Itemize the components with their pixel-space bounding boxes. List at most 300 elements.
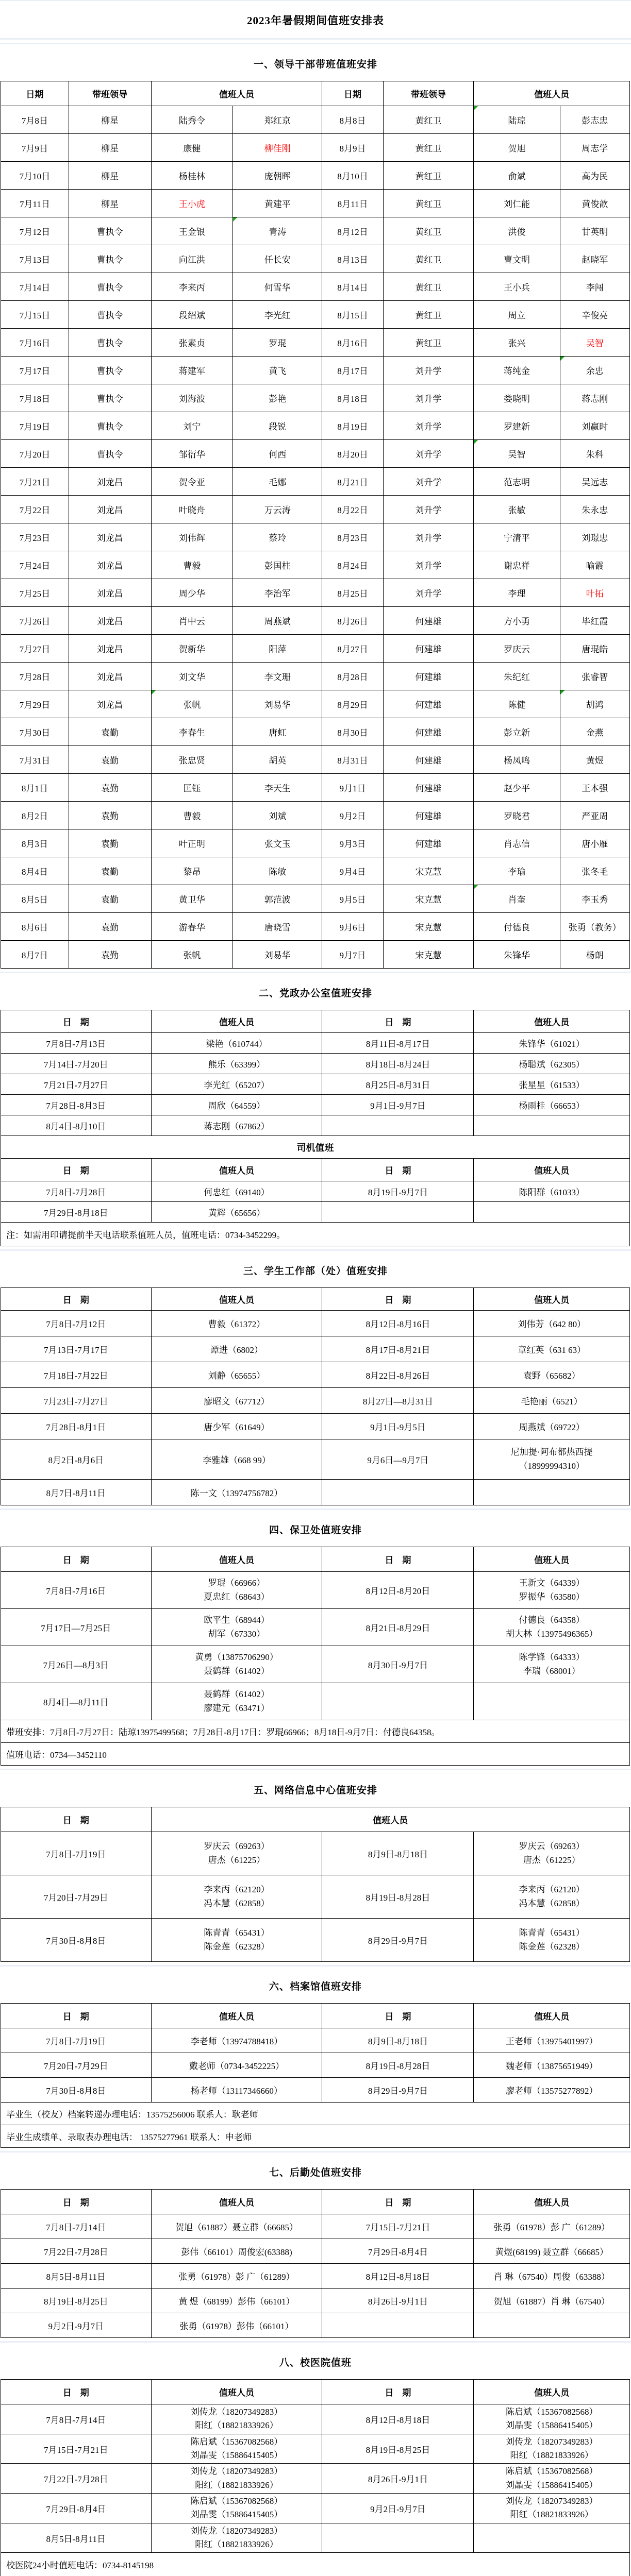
cell: 7月21日 bbox=[1, 468, 69, 496]
cell: 刘升学 bbox=[383, 496, 474, 523]
cell: 肖奎 bbox=[474, 885, 560, 913]
cell: 8月29日-9月7日 bbox=[322, 2078, 474, 2103]
header-cell: 值班人员 bbox=[151, 1547, 322, 1572]
cell bbox=[151, 1875, 322, 1919]
cell-line: 黄勇（13875706290） bbox=[195, 1652, 278, 1663]
header-cell: 日 期 bbox=[1, 2190, 152, 2214]
cell: 黄卫华 bbox=[151, 885, 233, 913]
cell: 贺旭（61887）聂立群（66685） bbox=[151, 2214, 322, 2239]
table-row bbox=[1, 551, 630, 579]
cell: 7月28日 bbox=[1, 663, 69, 690]
cell: 庞朝晖 bbox=[233, 162, 322, 190]
cell-line: 陈启斌（15367082568） bbox=[190, 2436, 283, 2447]
cell-line: 刘传龙（18207349283） bbox=[190, 2466, 283, 2477]
table-row bbox=[1, 718, 630, 746]
cell: 曹执令 bbox=[69, 273, 151, 301]
cell: 阳萍 bbox=[233, 635, 322, 663]
cell: 张勇（61978）彭 广（61289） bbox=[474, 2214, 630, 2239]
cell: 8月21日 bbox=[322, 468, 383, 496]
duty-table-wangluo bbox=[1, 1807, 630, 1962]
cell: 周欣（64559） bbox=[151, 1095, 322, 1115]
cell: 彭伟（66101）周俊宏(63388) bbox=[151, 2239, 322, 2264]
table-row bbox=[1, 607, 630, 635]
cell bbox=[474, 2464, 630, 2494]
subtitle-row bbox=[1, 1136, 630, 1159]
cell bbox=[474, 2523, 630, 2553]
cell: 7月16日 bbox=[1, 329, 69, 357]
cell: 9月1日-9月7日 bbox=[322, 1095, 474, 1115]
table-row bbox=[1, 1074, 630, 1095]
cell: 曹执令 bbox=[69, 357, 151, 384]
cell: 张文玉 bbox=[233, 829, 322, 857]
cell: 黄红卫 bbox=[383, 273, 474, 301]
table-row bbox=[1, 1919, 630, 1962]
cell-line: 夏忠红（68643） bbox=[204, 1591, 270, 1602]
table-row bbox=[1, 802, 630, 829]
cell bbox=[151, 1919, 322, 1962]
cell: 8月27日 bbox=[322, 635, 383, 663]
cell: 7月22日-7月28日 bbox=[1, 2239, 152, 2264]
cell: 8月2日 bbox=[1, 802, 69, 829]
cell: 7月22日-7月28日 bbox=[1, 2464, 152, 2494]
cell: 8月21日-8月29日 bbox=[322, 1609, 474, 1646]
header-cell: 带班领导 bbox=[69, 81, 151, 106]
cell: 毕业生成绩单、录取表办理电话： 13575277961 联系人：申老师 bbox=[1, 2125, 630, 2148]
cell: 朱锋华（61021） bbox=[474, 1033, 630, 1054]
cell-line: 刘传龙（18207349283） bbox=[190, 2526, 283, 2536]
header-cell: 日 期 bbox=[322, 2190, 474, 2214]
cell: 8月19日-8月25日 bbox=[322, 2434, 474, 2464]
cell-line: 罗振华（63580） bbox=[519, 1591, 585, 1602]
cell: 周志学 bbox=[560, 134, 629, 162]
cell-line: 刘晶雯（15886415405） bbox=[190, 2450, 283, 2461]
cell: 7月11日 bbox=[1, 190, 69, 217]
table-row bbox=[1, 1646, 630, 1683]
cell: 娄晓明 bbox=[474, 384, 560, 412]
header-cell: 值班人员 bbox=[151, 1288, 322, 1311]
cell: 刘伟芳（642 80） bbox=[474, 1311, 630, 1336]
cell: 8月26日-9月1日 bbox=[322, 2464, 474, 2494]
cell: 8月11日-8月17日 bbox=[322, 1033, 474, 1054]
cell: 9月2日 bbox=[322, 802, 383, 829]
table-row bbox=[1, 2264, 630, 2289]
duty-table-baowei bbox=[1, 1547, 630, 1766]
cell: 7月8日-7月19日 bbox=[1, 1832, 152, 1875]
cell: 8月18日 bbox=[322, 384, 383, 412]
table-row bbox=[1, 2214, 630, 2239]
cell: 曹毅 bbox=[151, 802, 233, 829]
cell-line: 阳红（18821833926） bbox=[195, 2480, 278, 2490]
cell: 刘伟辉 bbox=[151, 523, 233, 551]
cell: 何建雄 bbox=[383, 635, 474, 663]
cell: 肖志信 bbox=[474, 829, 560, 857]
header-cell: 值班人员 bbox=[474, 2004, 630, 2028]
cell: 王老师（13975401997） bbox=[474, 2028, 630, 2053]
cell-line: 刘传龙（18207349283） bbox=[505, 2436, 598, 2447]
header-cell: 日 期 bbox=[1, 1807, 152, 1832]
cell: 唐琨皓 bbox=[560, 635, 629, 663]
cell bbox=[474, 1832, 630, 1875]
cell bbox=[322, 2523, 474, 2553]
cell: 注：如需用印请提前半天电话联系值班人员，值班电话：0734-3452299。 bbox=[1, 1223, 630, 1246]
cell: 段绍斌 bbox=[151, 301, 233, 329]
table-row bbox=[1, 357, 630, 384]
cell: 7月22日 bbox=[1, 496, 69, 523]
cell bbox=[474, 1480, 630, 1505]
cell: 黄红卫 bbox=[383, 329, 474, 357]
cell: 周立 bbox=[474, 301, 560, 329]
cell: 刘宁 bbox=[151, 412, 233, 440]
cell: 严亚周 bbox=[560, 802, 629, 829]
cell: 黄俊歆 bbox=[560, 190, 629, 217]
cell: 何建雄 bbox=[383, 774, 474, 802]
cell: 7月28日-8月3日 bbox=[1, 1095, 152, 1115]
cell: 8月12日 bbox=[322, 217, 383, 245]
cell bbox=[474, 2313, 630, 2338]
cell: 蔡玲 bbox=[233, 523, 322, 551]
title-divider bbox=[0, 38, 631, 40]
cell: 李文珊 bbox=[233, 663, 322, 690]
cell: 高为民 bbox=[560, 162, 629, 190]
cell bbox=[474, 1115, 630, 1136]
cell: 黄红卫 bbox=[383, 301, 474, 329]
header-row bbox=[1, 81, 630, 106]
cell: 刘升学 bbox=[383, 440, 474, 468]
cell: 9月3日 bbox=[322, 829, 383, 857]
cell: 刘升学 bbox=[383, 357, 474, 384]
cell: 7月8日-7月16日 bbox=[1, 1572, 152, 1609]
table-row bbox=[1, 1875, 630, 1919]
table-row bbox=[1, 1202, 630, 1223]
cell-line: 陈学锋（64333） bbox=[519, 1652, 585, 1663]
cell: 朱锋华 bbox=[474, 941, 560, 969]
cell: 7月26日 bbox=[1, 607, 69, 635]
cell-line: 阳红（18821833926） bbox=[510, 2450, 593, 2461]
section-dangzheng bbox=[0, 972, 631, 1246]
cell: 8月19日-8月28日 bbox=[322, 2053, 474, 2078]
duty-table-dangan bbox=[1, 2003, 630, 2148]
cell-line: （18999994310） bbox=[519, 1461, 585, 1471]
cell bbox=[474, 1202, 630, 1223]
cell: 唐晓雪 bbox=[233, 913, 322, 941]
cell: 辛俊亮 bbox=[560, 301, 629, 329]
cell: 刘龙昌 bbox=[69, 579, 151, 607]
header-row bbox=[1, 2380, 630, 2404]
table-row bbox=[1, 217, 630, 245]
cell: 范志明 bbox=[474, 468, 560, 496]
cell: 张星星（61533） bbox=[474, 1074, 630, 1095]
cell: 王金银 bbox=[151, 217, 233, 245]
cell: 7月31日 bbox=[1, 746, 69, 774]
cell: 7月8日 bbox=[1, 106, 69, 134]
cell: 7月8日-7月13日 bbox=[1, 1033, 152, 1054]
cell: 刘龙昌 bbox=[69, 690, 151, 718]
duty-table-houqin bbox=[1, 2189, 630, 2338]
cell: 8月9日 bbox=[322, 134, 383, 162]
table-row bbox=[1, 690, 630, 718]
table-row bbox=[1, 2313, 630, 2338]
cell: 7月17日—7月25日 bbox=[1, 1609, 152, 1646]
header-cell: 值班人员 bbox=[151, 1159, 322, 1181]
header-cell: 日 期 bbox=[322, 1010, 474, 1033]
note-row bbox=[1, 2103, 630, 2125]
cell: 8月3日 bbox=[1, 829, 69, 857]
cell bbox=[322, 1683, 474, 1720]
cell: 8月22日-8月26日 bbox=[322, 1362, 474, 1388]
cell: 7月8日-7月14日 bbox=[1, 2214, 152, 2239]
cell-line: 罗琨（66966） bbox=[208, 1578, 265, 1588]
cell: 8月4日—8月11日 bbox=[1, 1683, 152, 1720]
cell-line: 刘晶雯（15886415405） bbox=[505, 2420, 598, 2431]
note-row bbox=[1, 1223, 630, 1246]
section-heading: 七、后勤处值班安排 bbox=[269, 2167, 362, 2178]
header-cell: 值班人员 bbox=[151, 1010, 322, 1033]
cell: 袁勤 bbox=[69, 774, 151, 802]
cell: 向江洪 bbox=[151, 245, 233, 273]
cell: 8月8日 bbox=[322, 106, 383, 134]
cell: 叶拓 bbox=[560, 579, 629, 607]
table-row bbox=[1, 1054, 630, 1074]
cell: 宋克慧 bbox=[383, 941, 474, 969]
cell-line: 李来丙（62120） bbox=[519, 1885, 585, 1895]
cell: 青涛 bbox=[233, 217, 322, 245]
header-cell: 值班人员 bbox=[474, 1547, 630, 1572]
cell: 李老师（13974788418） bbox=[151, 2028, 322, 2053]
cell-line: 王新文（64339） bbox=[519, 1578, 585, 1588]
cell: 7月14日-7月20日 bbox=[1, 1054, 152, 1074]
cell: 毕红霞 bbox=[560, 607, 629, 635]
cell-line: 阳红（18821833926） bbox=[195, 2539, 278, 2550]
cell: 刘文华 bbox=[151, 663, 233, 690]
cell: 李光红（65207） bbox=[151, 1074, 322, 1095]
cell: 黄 煜（68199）彭伟（66101） bbox=[151, 2289, 322, 2313]
cell: 袁勤 bbox=[69, 829, 151, 857]
cell: 王小兵 bbox=[474, 273, 560, 301]
cell-line: 陈启斌（15367082568） bbox=[505, 2407, 598, 2417]
cell: 刘龙昌 bbox=[69, 468, 151, 496]
cell: 8月20日 bbox=[322, 440, 383, 468]
cell: 7月28日-8月1日 bbox=[1, 1414, 152, 1439]
cell: 9月1日 bbox=[322, 774, 383, 802]
cell: 7月14日 bbox=[1, 273, 69, 301]
section-houqin bbox=[0, 2151, 631, 2338]
table-row bbox=[1, 301, 630, 329]
cell: 7月23日-7月27日 bbox=[1, 1388, 152, 1414]
cell: 刘升学 bbox=[383, 523, 474, 551]
cell: 9月2日-9月7日 bbox=[1, 2313, 152, 2338]
cell: 金燕 bbox=[560, 718, 629, 746]
cell-line: 聂鹤群（61402） bbox=[204, 1689, 270, 1700]
cell: 9月6日 bbox=[322, 913, 383, 941]
table-row bbox=[1, 1362, 630, 1388]
section-wangluo bbox=[0, 1769, 631, 1962]
cell: 7月8日-7月19日 bbox=[1, 2028, 152, 2053]
cell: 周少华 bbox=[151, 579, 233, 607]
cell: 8月7日-8月11日 bbox=[1, 1480, 152, 1505]
cell-line: 冯本慧（62858） bbox=[204, 1898, 270, 1908]
table-row bbox=[1, 190, 630, 217]
cell: 陈敏 bbox=[233, 857, 322, 885]
cell: 8月4日-8月10日 bbox=[1, 1115, 152, 1136]
cell: 游春华 bbox=[151, 913, 233, 941]
header-cell: 日 期 bbox=[1, 2004, 152, 2028]
cell: 9月6日—9月7日 bbox=[322, 1439, 474, 1480]
cell: 8月6日 bbox=[1, 913, 69, 941]
cell: 7月20日-7月29日 bbox=[1, 1875, 152, 1919]
cell: 蒋建军 bbox=[151, 357, 233, 384]
cell: 何建雄 bbox=[383, 746, 474, 774]
cell-line: 陈启斌（15367082568） bbox=[505, 2466, 598, 2477]
cell: 李玉秀 bbox=[560, 885, 629, 913]
cell bbox=[474, 1439, 630, 1480]
cell: 何建雄 bbox=[383, 690, 474, 718]
cell: 陈阳群（61033） bbox=[474, 1181, 630, 1202]
table-row bbox=[1, 2239, 630, 2264]
section-heading: 四、保卫处值班安排 bbox=[269, 1525, 362, 1536]
cell: 魏老师（13875651949） bbox=[474, 2053, 630, 2078]
cell: 陈一文（13974756782） bbox=[151, 1480, 322, 1505]
cell: 张敏 bbox=[474, 496, 560, 523]
table-row bbox=[1, 1414, 630, 1439]
table-row bbox=[1, 2434, 630, 2464]
cell: 7月15日-7月21日 bbox=[1, 2434, 152, 2464]
table-row bbox=[1, 329, 630, 357]
header-cell: 值班人员 bbox=[151, 2380, 322, 2404]
cell: 唐小雁 bbox=[560, 829, 629, 857]
cell bbox=[151, 2494, 322, 2523]
cell: 8月26日-9月1日 bbox=[322, 2289, 474, 2313]
cell: 9月5日 bbox=[322, 885, 383, 913]
header-cell: 日 期 bbox=[322, 1547, 474, 1572]
table-row bbox=[1, 1683, 630, 1720]
cell: 吴智 bbox=[560, 329, 629, 357]
page-title: 2023年暑假期间值班安排表 bbox=[247, 14, 384, 27]
cell: 彭国柱 bbox=[233, 551, 322, 579]
section-heading: 六、档案馆值班安排 bbox=[269, 1981, 362, 1992]
cell: 8月30日-9月7日 bbox=[322, 1646, 474, 1683]
cell: 曹执令 bbox=[69, 301, 151, 329]
cell: 黄红卫 bbox=[383, 190, 474, 217]
cell bbox=[151, 2434, 322, 2464]
cell: 王小虎 bbox=[151, 190, 233, 217]
cell: 方小勇 bbox=[474, 607, 560, 635]
cell bbox=[151, 1832, 322, 1875]
cell: 8月29日-9月7日 bbox=[322, 1919, 474, 1962]
table-row bbox=[1, 2028, 630, 2053]
header-cell: 日 期 bbox=[322, 1288, 474, 1311]
cell: 贺旭（61887）肖 琳（67540） bbox=[474, 2289, 630, 2313]
cell: 朱永忠 bbox=[560, 496, 629, 523]
cell: 张冬毛 bbox=[560, 857, 629, 885]
cell: 袁勤 bbox=[69, 718, 151, 746]
header-cell: 日期 bbox=[322, 81, 383, 106]
cell: 戴老师（0734-3452225） bbox=[151, 2053, 322, 2078]
cell: 赵晓军 bbox=[560, 245, 629, 273]
table-row bbox=[1, 2289, 630, 2313]
cell: 8月9日-8月18日 bbox=[322, 2028, 474, 2053]
table-row bbox=[1, 1115, 630, 1136]
cell: 7月29日 bbox=[1, 690, 69, 718]
cell: 7月20日 bbox=[1, 440, 69, 468]
cell: 朱科 bbox=[560, 440, 629, 468]
section-leaders bbox=[0, 43, 631, 969]
cell-line: 陈启斌（15367082568） bbox=[190, 2496, 283, 2506]
cell: 8月19日 bbox=[322, 412, 383, 440]
cell: 黄红卫 bbox=[383, 245, 474, 273]
cell-line: 陈金莲（62328） bbox=[204, 1941, 270, 1952]
cell: 8月25日 bbox=[322, 579, 383, 607]
cell: 彭艳 bbox=[233, 384, 322, 412]
cell: 7月13日 bbox=[1, 245, 69, 273]
cell: 李瑜 bbox=[474, 857, 560, 885]
cell-line: 付德良（64358） bbox=[519, 1615, 585, 1625]
cell: 章红英（631 63） bbox=[474, 1336, 630, 1362]
table-row bbox=[1, 1832, 630, 1875]
header-row bbox=[1, 1807, 630, 1832]
cell: 曹执令 bbox=[69, 384, 151, 412]
cell: 7月15日-7月21日 bbox=[322, 2214, 474, 2239]
cell: 8月11日 bbox=[322, 190, 383, 217]
table-row bbox=[1, 1336, 630, 1362]
cell-line: 李瑞（68001） bbox=[523, 1666, 580, 1676]
cell: 吴智 bbox=[474, 440, 560, 468]
cell: 刘升学 bbox=[383, 468, 474, 496]
cell: 周燕斌（69722） bbox=[474, 1414, 630, 1439]
cell: 胡英 bbox=[233, 746, 322, 774]
cell: 7月13日-7月17日 bbox=[1, 1336, 152, 1362]
cell: 张忠贤 bbox=[151, 746, 233, 774]
cell: 蒋志刚（67862） bbox=[151, 1115, 322, 1136]
table-row bbox=[1, 2078, 630, 2103]
cell: 毕业生（校友）档案转递办理电话：13575256006 联系人：耿老师 bbox=[1, 2103, 630, 2125]
cell: 曹文明 bbox=[474, 245, 560, 273]
cell: 张帆 bbox=[151, 690, 233, 718]
cell: 宋克慧 bbox=[383, 885, 474, 913]
cell bbox=[474, 1609, 630, 1646]
duty-table-dangzheng bbox=[1, 1010, 630, 1246]
cell-line: 刘传龙（18207349283） bbox=[190, 2407, 283, 2417]
cell: 罗建新 bbox=[474, 412, 560, 440]
cell: 8月12日-8月20日 bbox=[322, 1572, 474, 1609]
cell: 7月29日-8月4日 bbox=[1, 2494, 152, 2523]
cell: 李来丙 bbox=[151, 273, 233, 301]
cell: 8月19日-8月25日 bbox=[1, 2289, 152, 2313]
cell: 8月22日 bbox=[322, 496, 383, 523]
cell: 8月15日 bbox=[322, 301, 383, 329]
cell bbox=[151, 1646, 322, 1683]
table-row bbox=[1, 1609, 630, 1646]
cell: 8月13日 bbox=[322, 245, 383, 273]
cell: 7月9日 bbox=[1, 134, 69, 162]
table-row bbox=[1, 523, 630, 551]
cell: 8月16日 bbox=[322, 329, 383, 357]
cell: 洪俊 bbox=[474, 217, 560, 245]
cell: 何建雄 bbox=[383, 802, 474, 829]
header-cell: 值班人员 bbox=[474, 1288, 630, 1311]
cell: 陆琼 bbox=[474, 106, 560, 134]
cell bbox=[474, 2434, 630, 2464]
cell: 贺旭 bbox=[474, 134, 560, 162]
header-cell: 值班人员 bbox=[474, 81, 630, 106]
cell: 袁野（65682） bbox=[474, 1362, 630, 1388]
cell: 周燕斌 bbox=[233, 607, 322, 635]
table-row bbox=[1, 579, 630, 607]
cell: 何雪华 bbox=[233, 273, 322, 301]
cell: 曹执令 bbox=[69, 412, 151, 440]
cell: 张睿智 bbox=[560, 663, 629, 690]
header-cell: 日 期 bbox=[1, 1010, 152, 1033]
cell: 8月1日 bbox=[1, 774, 69, 802]
